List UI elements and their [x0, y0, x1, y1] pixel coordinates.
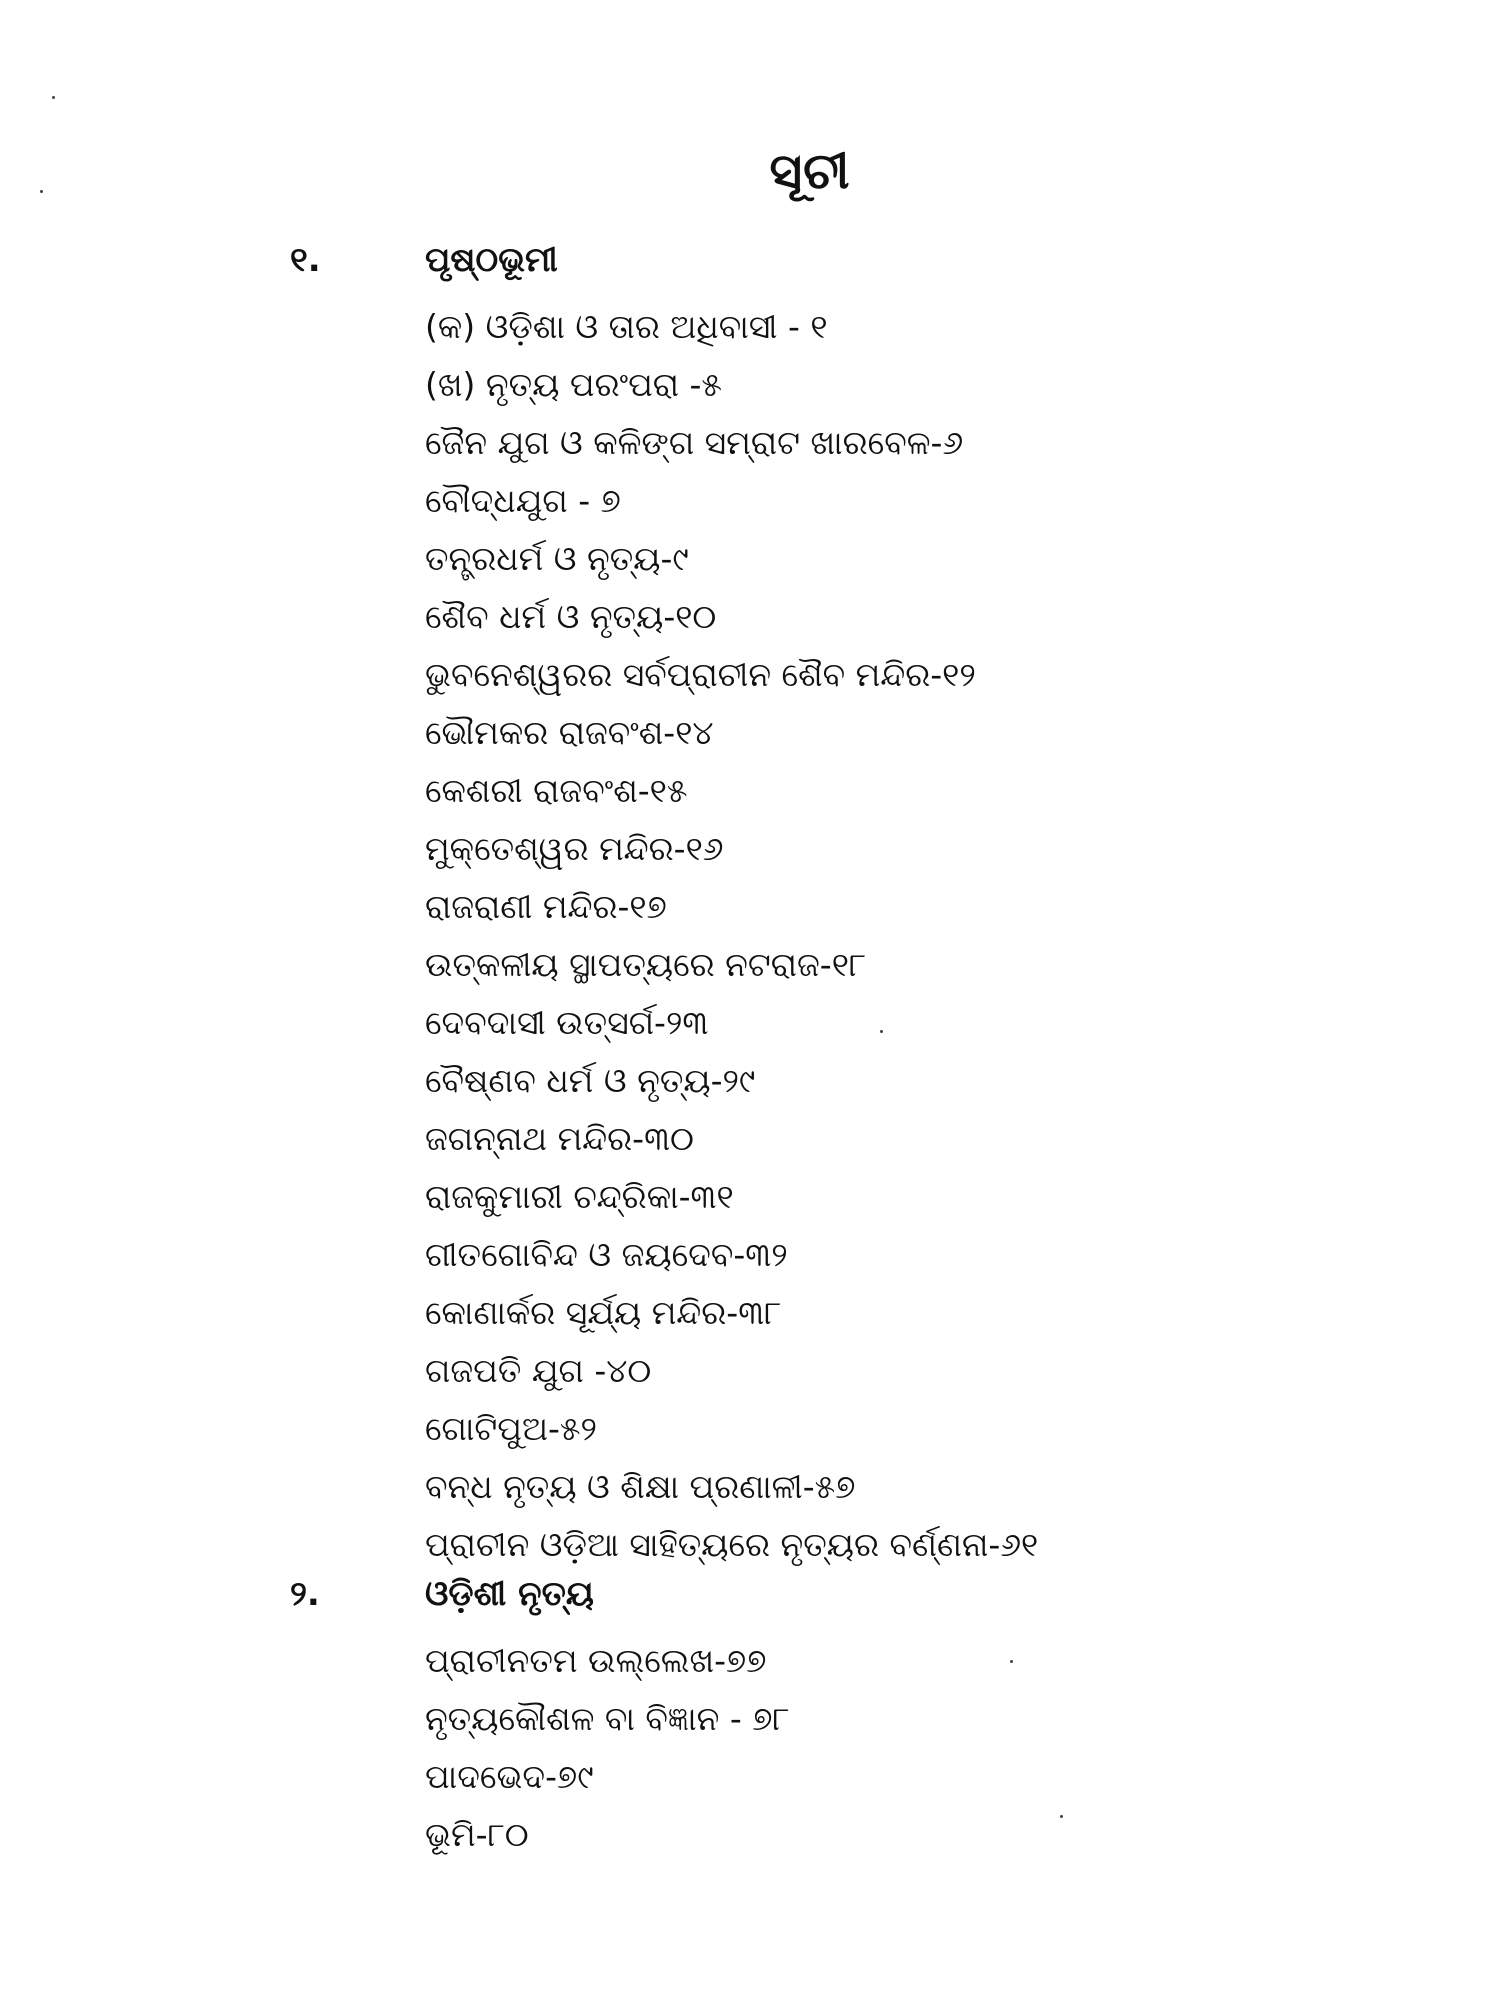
toc-entry: ରାଜକୁମାରୀ ଚନ୍ଦ୍ରିକା-୩୧	[425, 1177, 734, 1216]
section-title: ପୃଷ୍ଠଭୂମୀ	[425, 240, 558, 280]
toc-section	[290, 240, 1440, 1574]
toc-entry: ଉତ୍କଳୀୟ ସ୍ଥାପତ୍ୟରେ ନଟରାଜ-୧୮	[425, 945, 867, 984]
toc-entry: ଭୌମକର ରାଜବଂଶ-୧୪	[425, 713, 714, 752]
toc-entry: ଗୀତଗୋବିନ୍ଦ ଓ ଜୟଦେବ-୩୨	[425, 1235, 788, 1274]
toc-entry: ପ୍ରାଚୀନତମ ଉଲ୍ଲେଖ-୭୭	[425, 1641, 767, 1680]
toc-entry: ଗୋଟିପୁଅ-୫୨	[425, 1409, 597, 1448]
toc-entry: ବନ୍ଧ ନୃତ୍ୟ ଓ ଶିକ୍ଷା ପ୍ରଣାଳୀ-୫୭	[425, 1467, 856, 1506]
section-heading	[290, 1574, 1440, 1632]
toc-entry: ତନ୍ତ୍ରଧର୍ମ ଓ ନୃତ୍ୟ-୯	[425, 539, 689, 578]
table-of-contents	[290, 240, 1440, 1864]
toc-entry: ବୈଷ୍ଣବ ଧର୍ମ ଓ ନୃତ୍ୟ-୨୯	[425, 1061, 756, 1100]
toc-entry: ପ୍ରାଚୀନ ଓଡ଼ିଆ ସାହିତ୍ୟରେ ନୃତ୍ୟର ବର୍ଣ୍ଣନା-୬୧	[425, 1525, 1039, 1564]
section-entries	[290, 1632, 1440, 1864]
section-title: ଓଡ଼ିଶୀ ନୃତ୍ୟ	[425, 1574, 594, 1614]
toc-entry: ନୃତ୍ୟକୌଶଳ ବା ବିଜ୍ଞାନ - ୭୮	[425, 1699, 790, 1738]
toc-entry: କୋଣାର୍କର ସୂର୍ଯ୍ୟ ମନ୍ଦିର-୩୮	[425, 1293, 782, 1332]
toc-entry: ମୁକ୍ତେଶ୍ୱର ମନ୍ଦିର-୧୬	[425, 829, 724, 868]
toc-entry: କେଶରୀ ରାଜବଂଶ-୧୫	[425, 771, 688, 810]
page-title: ସୂଚୀ	[769, 141, 851, 200]
toc-entry: ପାଦଭେଦ-୭୯	[425, 1757, 594, 1796]
toc-entry: ବୌଦ୍ଧଯୁଗ - ୭	[425, 481, 621, 520]
toc-entry: ଭୁବନେଶ୍ୱରର ସର୍ବପ୍ରାଚୀନ ଶୈବ ମନ୍ଦିର-୧୨	[425, 655, 976, 694]
toc-entry: ଶୈବ ଧର୍ମ ଓ ନୃତ୍ୟ-୧୦	[425, 597, 717, 636]
toc-entry: ଜଗନ୍ନାଥ ମନ୍ଦିର-୩୦	[425, 1119, 694, 1158]
section-number: ୧.	[290, 240, 321, 280]
toc-section	[290, 1574, 1440, 1864]
toc-entry: (କ) ଓଡ଼ିଶା ଓ ତାର ଅଧିବାସୀ - ୧	[425, 307, 828, 346]
toc-entry: ଜୈନ ଯୁଗ ଓ କଳିଙ୍ଗ ସମ୍ରାଟ ଖାରବେଳ-୬	[425, 423, 964, 462]
section-heading	[290, 240, 1440, 298]
toc-entry: ରାଜରାଣୀ ମନ୍ଦିର-୧୭	[425, 887, 667, 926]
scan-speck	[52, 96, 55, 99]
toc-entry: ଗଜପତି ଯୁଗ -୪୦	[425, 1351, 652, 1390]
toc-entry: ଦେବଦାସୀ ଉତ୍ସର୍ଗ-୨୩	[425, 1003, 709, 1042]
toc-entry: (ଖ) ନୃତ୍ୟ ପରଂପରା -୫	[425, 365, 722, 404]
section-number: ୨.	[290, 1574, 320, 1614]
toc-entry: ଭୂମି-୮୦	[425, 1815, 529, 1854]
section-entries	[290, 298, 1440, 1574]
